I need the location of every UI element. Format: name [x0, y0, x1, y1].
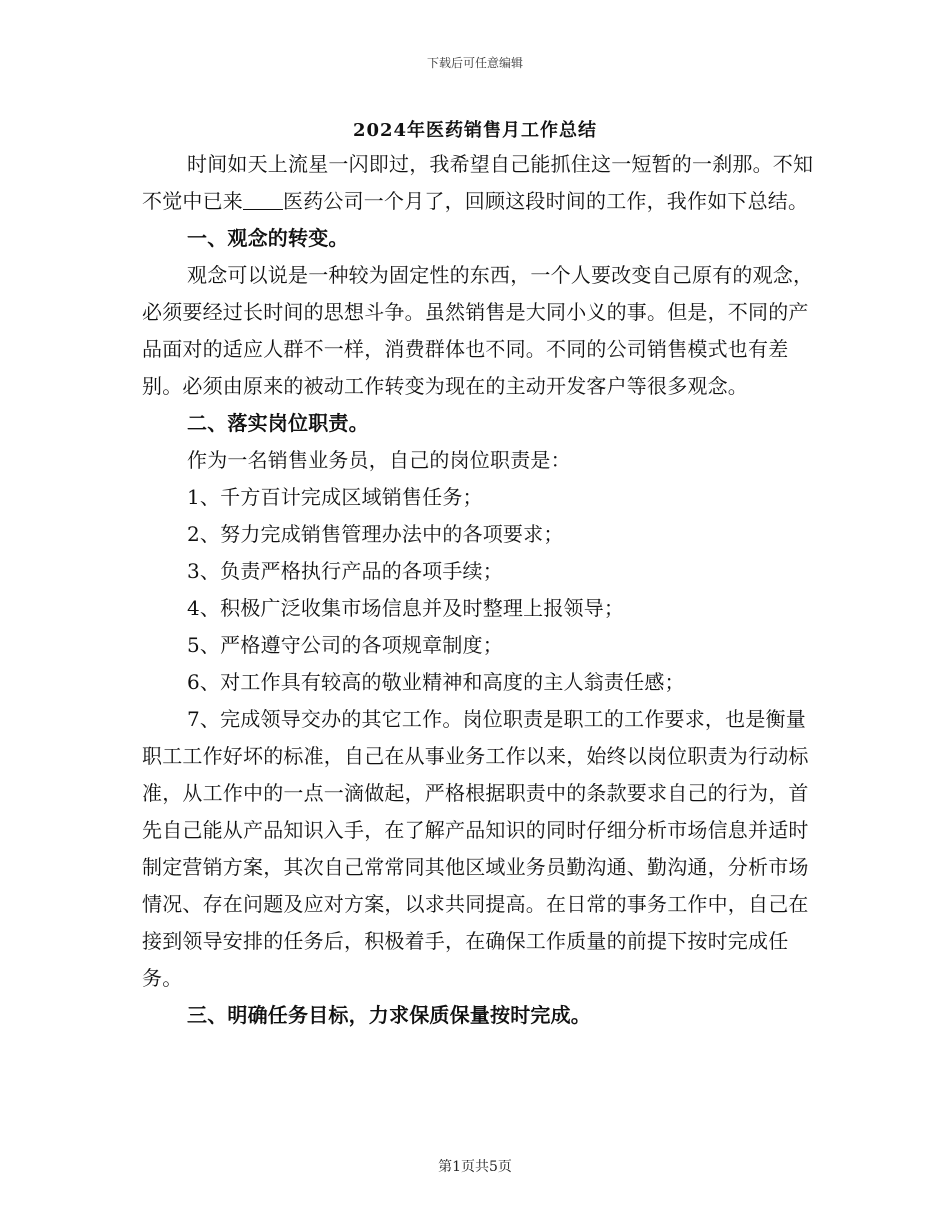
page-number: 第1页共5页 — [438, 1159, 512, 1175]
document-title: 2024年医药销售月工作总结 — [352, 120, 598, 141]
duty-item-7-paragraph: 7、完成领导交办的其它工作。岗位职责是职工的工作要求，也是衡量职工工作好坏的标准，自己在从事业务工作以来，始终以岗位职责为行动标准，从工作中的一点一滴做起，严格根据职责中的条款要求自己的行为，首先自己能从产品知识入手，在了解产品知识的同时仔细分析市场信息并适时制定营销方案，其次自己常常同其他区域业务员勤沟通、勤沟通，分析市场情况、存在问题及应对方案，以求共同提高。在日常的事务工作中，自己在接到领导安排的任务后，积极着手，在确保工作质量的前提下按时完成任务。 — [142, 707, 809, 990]
blank-underline — [243, 189, 283, 210]
section3-heading: 三、明确任务目标，力求保质保量按时完成。 — [187, 1003, 591, 1027]
intro-text-part2: 医药公司一个月了，回顾这段时间的工作，我作如下总结。 — [283, 189, 809, 213]
header-note: 下载后可任意编辑 — [426, 56, 523, 70]
duty-item-4: 4、积极广泛收集市场信息并及时整理上报领导； — [187, 596, 625, 620]
intro-paragraph — [142, 146, 814, 220]
intro-text-part1: 时间如天上流星一闪即过，我希望自己能抓住这一短暂的一刹那。不知不觉中已来 — [142, 152, 814, 213]
section1-paragraph: 观念可以说是一种较为固定性的东西，一个人要改变自己原有的观念，必须要经过长时间的思想斗争。虽然销售是大同小义的事。但是，不同的产品面对的适应人群不一样，消费群体也不同。不同的公司销售模式也有差别。必须由原来的被动工作转变为现在的主动开发客户等很多观念。 — [142, 263, 814, 398]
duty-item-2: 2、努力完成销售管理办法中的各项要求； — [187, 522, 564, 546]
duty-item-6: 6、对工作具有较高的敬业精神和高度的主人翁责任感； — [187, 670, 685, 694]
duty-item-3: 3、负责严格执行产品的各项手续； — [187, 559, 503, 583]
section2-intro: 作为一名销售业务员，自己的岗位职责是： — [187, 448, 571, 472]
section1-heading: 一、观念的转变。 — [187, 226, 349, 250]
duty-item-5: 5、严格遵守公司的各项规章制度； — [187, 633, 503, 657]
document-body — [142, 146, 814, 1034]
duty-item-1: 1、千方百计完成区域销售任务； — [187, 485, 483, 509]
section2-heading: 二、落实岗位职责。 — [187, 411, 369, 435]
